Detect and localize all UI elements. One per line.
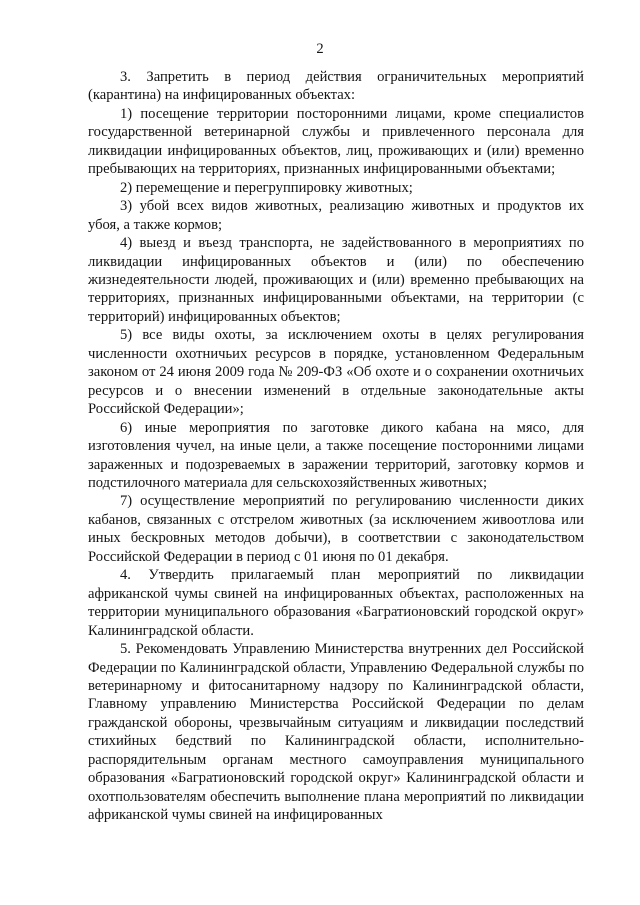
- paragraph-3-intro: 3. Запретить в период действия ограничительных мероприятий (карантина) на инфицированных объектах:: [88, 69, 584, 104]
- list-item-5: 5) все виды охоты, за исключением охоты в целях регулирования численности охотничьих ресурсов в порядке, установленном Федеральным законом от 24 июня 2009 года № 209-ФЗ «Об охоте и о сохранении охотничьих ресурсов и о внесении изменений в отдельные законодательные акты Российской Федерации»;: [88, 327, 584, 418]
- paragraph-5: 5. Рекомендовать Управлению Министерства внутренних дел Российской Федерации по Калининградской области, Управлению Федеральной службы по ветеринарному и фитосанитарному надзору по Калининградской области, Главному управлению Министерства Российской Федерации по делам гражданской обороны, чрезвычайным ситуациям и ликвидации последствий стихийных бедствий по Калининградской области, исполнительно-распорядительным органам местного самоуправления муниципального образования «Багратионовский городской округ» Калининградской области и охотпользователям обеспечить выполнение плана мероприятий по ликвидации африканской чумы свиней на инфицированных: [88, 641, 584, 824]
- list-item-3: 3) убой всех видов животных, реализацию животных и продуктов их убоя, а также кормов;: [88, 198, 584, 233]
- page-number: 2: [316, 41, 324, 57]
- list-item-1: 1) посещение территории посторонними лицами, кроме специалистов государственной ветеринарной службы и привлеченного персонала для ликвидации инфицированных объектов, лиц, проживающих и (или) временно пребывающих на территориях, признанных инфицированными объектами;: [88, 105, 584, 178]
- list-item-2: 2) перемещение и перегруппировку животных;: [120, 179, 413, 196]
- list-item-6: 6) иные мероприятия по заготовке дикого кабана на мясо, для изготовления чучел, на иные цели, а также посещение посторонними лицами зараженных и подозреваемых в заражении территорий, заготовку кормов и подстилочного материала для сельскохозяйственных животных;: [88, 419, 584, 491]
- list-item-4: 4) выезд и въезд транспорта, не задействованного в мероприятиях по ликвидации инфицированных объектов и (или) по обеспечению жизнедеятельности людей, проживающих и (или) временно пребывающих на территориях, признанных инфицированными объектами, на территории (с территорий) инфицированных объектов;: [88, 235, 584, 325]
- paragraph-4: 4. Утвердить прилагаемый план мероприятий по ликвидации африканской чумы свиней на инфицированных объектах, расположенных на территории муниципального образования «Багратионовский городской округ» Калининградской области.: [88, 567, 584, 639]
- document-body: [88, 68, 584, 825]
- list-item-7: 7) осуществление мероприятий по регулированию численности диких кабанов, связанных с отстрелом животных (за исключением живоотлова или иных бескровных методов добычи), в соответствии с законодательством Российской Федерации в период с 01 июня по 01 декабря.: [88, 493, 584, 565]
